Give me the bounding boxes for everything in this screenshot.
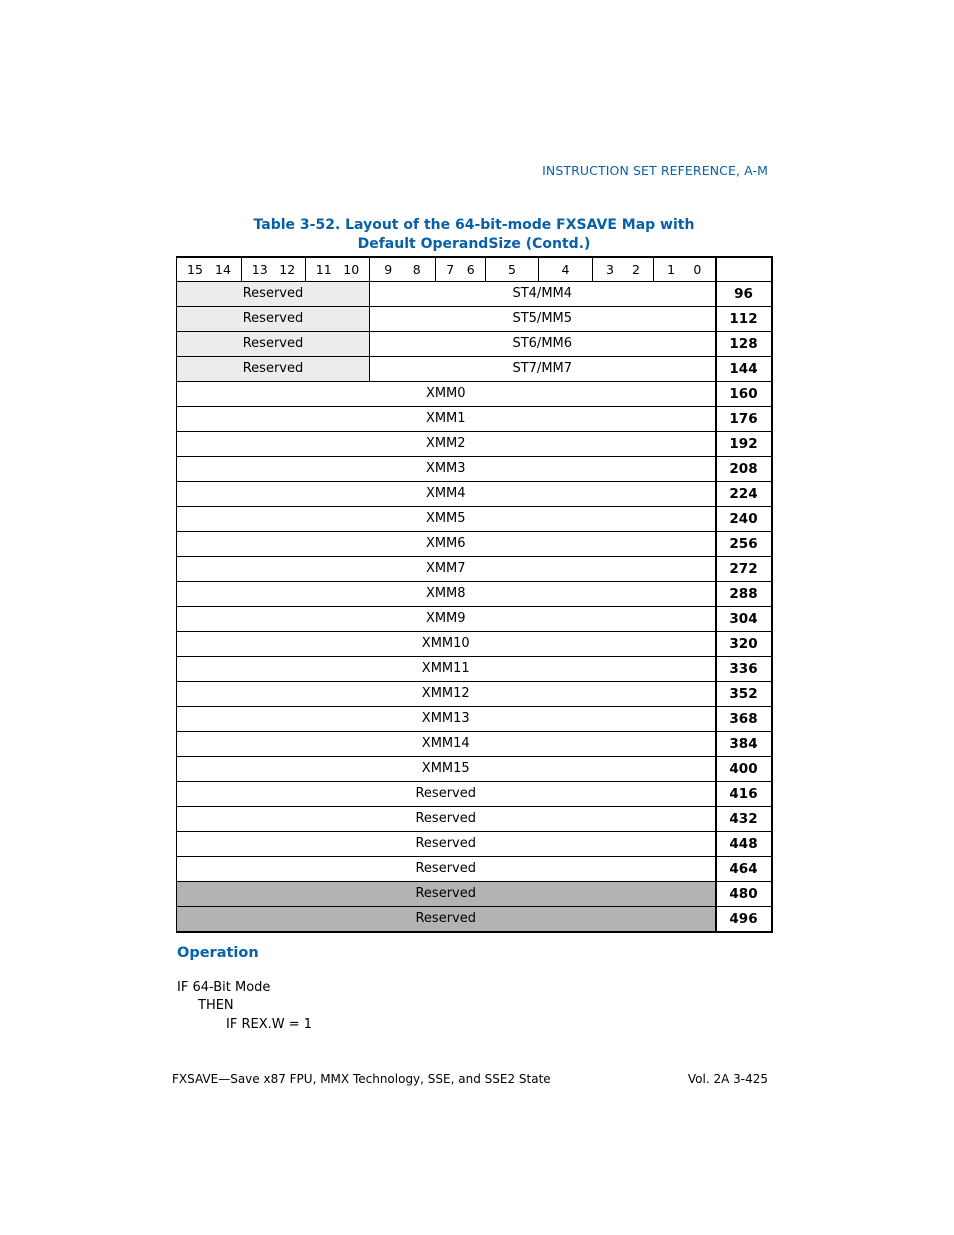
register-cell: XMM14 <box>177 732 716 757</box>
table-row <box>177 507 772 532</box>
offset-header <box>716 257 772 282</box>
table-row <box>177 457 772 482</box>
table-row <box>177 707 772 732</box>
register-cell: ST6/MM6 <box>370 332 716 357</box>
offset-cell: 128 <box>716 332 772 357</box>
register-cell: XMM6 <box>177 532 716 557</box>
offset-cell: 496 <box>716 907 772 933</box>
table-row <box>177 282 772 307</box>
register-cell: ST5/MM5 <box>370 307 716 332</box>
offset-cell: 256 <box>716 532 772 557</box>
offset-cell: 416 <box>716 782 772 807</box>
register-cell: XMM8 <box>177 582 716 607</box>
register-cell: XMM4 <box>177 482 716 507</box>
table-row <box>177 382 772 407</box>
table-row <box>177 807 772 832</box>
reserved-cell: Reserved <box>177 357 370 382</box>
offset-cell: 352 <box>716 682 772 707</box>
offset-cell: 160 <box>716 382 772 407</box>
table-row <box>177 732 772 757</box>
offset-cell: 272 <box>716 557 772 582</box>
register-cell: XMM3 <box>177 457 716 482</box>
offset-cell: 208 <box>716 457 772 482</box>
bits-11-10: 11 10 <box>306 257 370 282</box>
offset-cell: 240 <box>716 507 772 532</box>
table-caption <box>176 216 772 254</box>
bit-header-row <box>177 257 772 282</box>
offset-cell: 448 <box>716 832 772 857</box>
bit-5: 5 <box>486 257 539 282</box>
register-cell: XMM12 <box>177 682 716 707</box>
register-cell: XMM7 <box>177 557 716 582</box>
table-row <box>177 757 772 782</box>
offset-cell: 336 <box>716 657 772 682</box>
code-line: THEN <box>198 998 234 1013</box>
reserved-cell: Reserved <box>177 332 370 357</box>
register-cell: ST7/MM7 <box>370 357 716 382</box>
register-cell: XMM11 <box>177 657 716 682</box>
offset-cell: 112 <box>716 307 772 332</box>
table-row <box>177 407 772 432</box>
register-cell: XMM9 <box>177 607 716 632</box>
offset-cell: 144 <box>716 357 772 382</box>
code-line: IF 64-Bit Mode <box>177 980 271 995</box>
table-row <box>177 307 772 332</box>
offset-cell: 384 <box>716 732 772 757</box>
table-row <box>177 432 772 457</box>
offset-cell: 432 <box>716 807 772 832</box>
table-row <box>177 882 772 907</box>
bits-9-8: 9 8 <box>370 257 436 282</box>
table-row <box>177 907 772 933</box>
caption-line-1: Table 3-52. Layout of the 64-bit-mode FXSAVE Map with <box>253 217 695 233</box>
offset-cell: 320 <box>716 632 772 657</box>
running-header: INSTRUCTION SET REFERENCE, A-M <box>542 163 768 178</box>
offset-cell: 304 <box>716 607 772 632</box>
reserved-cell: Reserved <box>177 282 370 307</box>
reserved-cell: Reserved <box>177 307 370 332</box>
table-row <box>177 657 772 682</box>
fxsave-layout-table <box>176 256 773 933</box>
bits-3-2: 3 2 <box>593 257 654 282</box>
table-row <box>177 557 772 582</box>
register-cell: XMM0 <box>177 382 716 407</box>
offset-cell: 288 <box>716 582 772 607</box>
reserved-cell: Reserved <box>177 807 716 832</box>
register-cell: XMM13 <box>177 707 716 732</box>
bits-7-6: 7 6 <box>436 257 486 282</box>
footer-title: FXSAVE—Save x87 FPU, MMX Technology, SSE, and SSE2 State <box>172 1072 551 1086</box>
reserved-cell: Reserved <box>177 782 716 807</box>
register-cell: ST4/MM4 <box>370 282 716 307</box>
table-row <box>177 632 772 657</box>
offset-cell: 368 <box>716 707 772 732</box>
reserved-cell: Reserved <box>177 907 716 933</box>
caption-line-2: Default OperandSize (Contd.) <box>357 236 591 252</box>
section-heading: Operation <box>177 945 259 961</box>
table-row <box>177 682 772 707</box>
table-row <box>177 607 772 632</box>
offset-cell: 176 <box>716 407 772 432</box>
table-row <box>177 357 772 382</box>
reserved-cell: Reserved <box>177 882 716 907</box>
offset-cell: 464 <box>716 857 772 882</box>
offset-cell: 96 <box>716 282 772 307</box>
table-row <box>177 857 772 882</box>
bits-1-0: 1 0 <box>654 257 716 282</box>
table-row <box>177 582 772 607</box>
offset-cell: 400 <box>716 757 772 782</box>
reserved-cell: Reserved <box>177 832 716 857</box>
offset-cell: 480 <box>716 882 772 907</box>
register-cell: XMM10 <box>177 632 716 657</box>
register-cell: XMM2 <box>177 432 716 457</box>
register-cell: XMM5 <box>177 507 716 532</box>
bits-13-12: 13 12 <box>242 257 306 282</box>
bits-15-14: 15 14 <box>177 257 242 282</box>
table-row <box>177 782 772 807</box>
table-row <box>177 482 772 507</box>
bit-4: 4 <box>539 257 593 282</box>
table-row <box>177 532 772 557</box>
code-line: IF REX.W = 1 <box>226 1017 313 1032</box>
offset-cell: 224 <box>716 482 772 507</box>
reserved-cell: Reserved <box>177 857 716 882</box>
register-cell: XMM15 <box>177 757 716 782</box>
register-cell: XMM1 <box>177 407 716 432</box>
table-row <box>177 832 772 857</box>
footer-page-number: Vol. 2A 3-425 <box>687 1072 768 1086</box>
table-row <box>177 332 772 357</box>
offset-cell: 192 <box>716 432 772 457</box>
